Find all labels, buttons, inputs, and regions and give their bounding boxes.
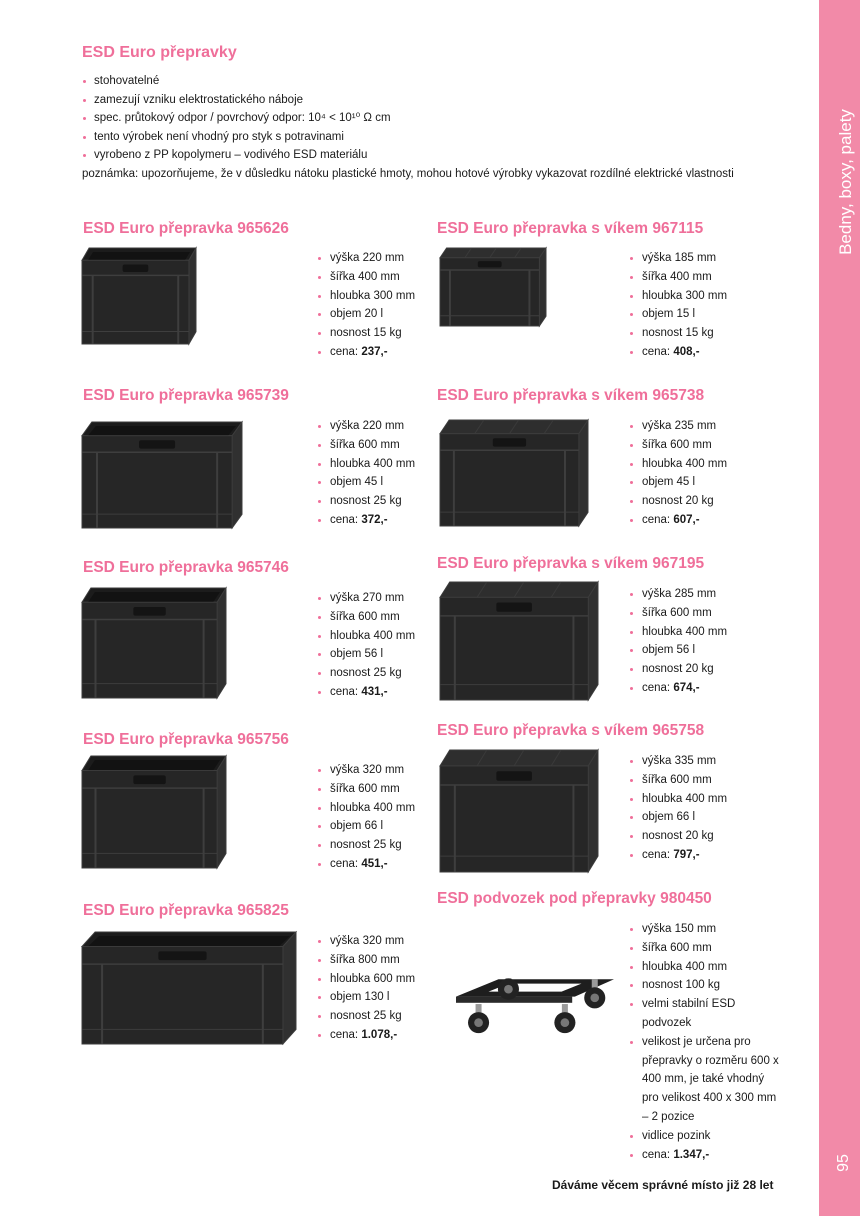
price-label: cena: bbox=[642, 848, 671, 861]
crate-with-lid-image bbox=[438, 746, 600, 874]
product-title: ESD Euro přepravka s víkem 967195 bbox=[437, 555, 705, 572]
spec-item: hloubka 400 mm bbox=[317, 799, 447, 818]
price-value: 797,- bbox=[673, 848, 700, 861]
price-value: 372,- bbox=[361, 513, 388, 526]
spec-list bbox=[317, 932, 447, 1045]
spec-item: nosnost 15 kg bbox=[629, 324, 759, 343]
spec-item: hloubka 400 mm bbox=[317, 455, 447, 474]
spec-item: hloubka 400 mm bbox=[629, 455, 759, 474]
spec-item: nosnost 25 kg bbox=[317, 1007, 447, 1026]
spec-item: objem 45 l bbox=[317, 473, 447, 492]
note-text: poznámka: upozorňujeme, že v důsledku nátoku plastické hmoty, mohou hotové výrobky vykazovat rozdílné elektrické vlastnosti bbox=[82, 167, 734, 180]
price-value: 237,- bbox=[361, 345, 388, 358]
spec-item: nosnost 20 kg bbox=[629, 827, 759, 846]
spec-item: hloubka 400 mm bbox=[629, 958, 779, 977]
product-title: ESD podvozek pod přepravky 980450 bbox=[437, 890, 712, 907]
spec-item: šířka 400 mm bbox=[629, 268, 759, 287]
spec-item: nosnost 100 kg bbox=[629, 976, 779, 995]
spec-item: objem 20 l bbox=[317, 305, 447, 324]
sidebar-title: Bedny, boxy, palety bbox=[836, 109, 855, 255]
spec-item: objem 66 l bbox=[629, 808, 759, 827]
price-item bbox=[317, 855, 447, 874]
price-item bbox=[317, 1026, 447, 1045]
spec-item: šířka 600 mm bbox=[317, 436, 447, 455]
intro-bullets bbox=[82, 72, 802, 165]
spec-list bbox=[317, 761, 447, 874]
spec-item: šířka 600 mm bbox=[629, 604, 759, 623]
crate-image bbox=[80, 928, 298, 1046]
spec-item: nosnost 25 kg bbox=[317, 492, 447, 511]
spec-item: nosnost 25 kg bbox=[317, 836, 447, 855]
crate-image bbox=[80, 418, 244, 530]
spec-item: šířka 600 mm bbox=[317, 608, 447, 627]
spec-list bbox=[629, 417, 759, 530]
price-label: cena: bbox=[642, 345, 671, 358]
spec-item: šířka 600 mm bbox=[317, 780, 447, 799]
price-item bbox=[629, 1146, 779, 1165]
spec-item: šířka 600 mm bbox=[629, 771, 759, 790]
spec-item: nosnost 15 kg bbox=[317, 324, 447, 343]
price-label: cena: bbox=[642, 681, 671, 694]
price-item bbox=[629, 343, 759, 362]
product-title: ESD Euro přepravka s víkem 965738 bbox=[437, 387, 705, 404]
product-title: ESD Euro přepravka 965739 bbox=[83, 387, 289, 404]
spec-item: objem 45 l bbox=[629, 473, 759, 492]
spec-item: výška 185 mm bbox=[629, 249, 759, 268]
spec-list bbox=[317, 417, 447, 530]
price-value: 674,- bbox=[673, 681, 700, 694]
spec-item: výška 335 mm bbox=[629, 752, 759, 771]
spec-item: objem 15 l bbox=[629, 305, 759, 324]
product-title: ESD Euro přepravka s víkem 967115 bbox=[437, 220, 704, 237]
spec-item: velmi stabilní ESD podvozek bbox=[629, 995, 779, 1033]
spec-item: výška 235 mm bbox=[629, 417, 759, 436]
price-label: cena: bbox=[642, 513, 671, 526]
spec-list bbox=[629, 752, 759, 865]
spec-list bbox=[629, 920, 779, 1164]
spec-item: nosnost 20 kg bbox=[629, 492, 759, 511]
spec-item: výška 320 mm bbox=[317, 761, 447, 780]
product-title: ESD Euro přepravka 965626 bbox=[83, 220, 289, 237]
spec-item: nosnost 20 kg bbox=[629, 660, 759, 679]
price-item bbox=[629, 846, 759, 865]
spec-item: velikost je určena pro přepravky o rozměru 600 x 400 mm, je také vhodný pro velikost 400 x 300 mm – 2 pozice bbox=[629, 1033, 779, 1127]
price-value: 431,- bbox=[361, 685, 388, 698]
crate-image bbox=[80, 584, 228, 700]
spec-item: výška 150 mm bbox=[629, 920, 779, 939]
price-label: cena: bbox=[330, 513, 359, 526]
spec-item: hloubka 400 mm bbox=[629, 790, 759, 809]
spec-item: výška 320 mm bbox=[317, 932, 447, 951]
price-item bbox=[629, 679, 759, 698]
page-number: 95 bbox=[835, 1154, 852, 1172]
spec-item: výška 220 mm bbox=[317, 249, 447, 268]
price-item bbox=[317, 343, 447, 362]
intro-section bbox=[82, 44, 802, 184]
spec-item: šířka 800 mm bbox=[317, 951, 447, 970]
product-title: ESD Euro přepravka s víkem 965758 bbox=[437, 722, 705, 739]
product-title: ESD Euro přepravka 965746 bbox=[83, 559, 289, 576]
page-title: ESD Euro přepravky bbox=[82, 44, 237, 61]
slogan: Dáváme věcem správné místo již 28 let bbox=[552, 1178, 774, 1192]
spec-item: nosnost 25 kg bbox=[317, 664, 447, 683]
intro-bullet: zamezují vzniku elektrostatického náboje bbox=[82, 91, 802, 110]
spec-item: výška 270 mm bbox=[317, 589, 447, 608]
spec-item: šířka 400 mm bbox=[317, 268, 447, 287]
price-item bbox=[317, 683, 447, 702]
price-value: 408,- bbox=[673, 345, 700, 358]
spec-item: šířka 600 mm bbox=[629, 939, 779, 958]
crate-with-lid-image bbox=[438, 244, 548, 328]
crate-image bbox=[80, 752, 228, 870]
product-title: ESD Euro přepravka 965756 bbox=[83, 731, 289, 748]
spec-item: hloubka 400 mm bbox=[629, 623, 759, 642]
spec-item: objem 56 l bbox=[317, 645, 447, 664]
crate-with-lid-image bbox=[438, 578, 600, 702]
product-title: ESD Euro přepravka 965825 bbox=[83, 902, 289, 919]
spec-item: vidlice pozink bbox=[629, 1127, 779, 1146]
spec-item: objem 130 l bbox=[317, 988, 447, 1007]
intro-bullet: tento výrobek není vhodný pro styk s potravinami bbox=[82, 128, 802, 147]
price-value: 1.078,- bbox=[361, 1028, 398, 1041]
spec-item: šířka 600 mm bbox=[629, 436, 759, 455]
spec-item: hloubka 300 mm bbox=[629, 287, 759, 306]
spec-list bbox=[629, 249, 759, 362]
price-item bbox=[317, 511, 447, 530]
price-value: 1.347,- bbox=[673, 1148, 710, 1161]
spec-item: hloubka 300 mm bbox=[317, 287, 447, 306]
price-label: cena: bbox=[330, 345, 359, 358]
spec-item: hloubka 400 mm bbox=[317, 627, 447, 646]
price-item bbox=[629, 511, 759, 530]
price-value: 451,- bbox=[361, 857, 388, 870]
spec-list bbox=[317, 249, 447, 362]
price-label: cena: bbox=[642, 1148, 671, 1161]
spec-item: výška 220 mm bbox=[317, 417, 447, 436]
spec-item: výška 285 mm bbox=[629, 585, 759, 604]
spec-list bbox=[317, 589, 447, 702]
spec-item: objem 56 l bbox=[629, 641, 759, 660]
price-label: cena: bbox=[330, 857, 359, 870]
price-value: 607,- bbox=[673, 513, 700, 526]
spec-list bbox=[629, 585, 759, 698]
dolly-image bbox=[452, 978, 618, 1040]
spec-item: hloubka 600 mm bbox=[317, 970, 447, 989]
crate-with-lid-image bbox=[438, 416, 590, 528]
intro-bullet: spec. průtokový odpor / povrchový odpor: 10⁴ < 10¹⁰ Ω cm bbox=[82, 109, 802, 128]
spec-item: objem 66 l bbox=[317, 817, 447, 836]
crate-image bbox=[80, 244, 198, 346]
price-label: cena: bbox=[330, 685, 359, 698]
price-label: cena: bbox=[330, 1028, 359, 1041]
intro-bullet: vyrobeno z PP kopolymeru – vodivého ESD materiálu bbox=[82, 146, 802, 165]
intro-bullet: stohovatelné bbox=[82, 72, 802, 91]
